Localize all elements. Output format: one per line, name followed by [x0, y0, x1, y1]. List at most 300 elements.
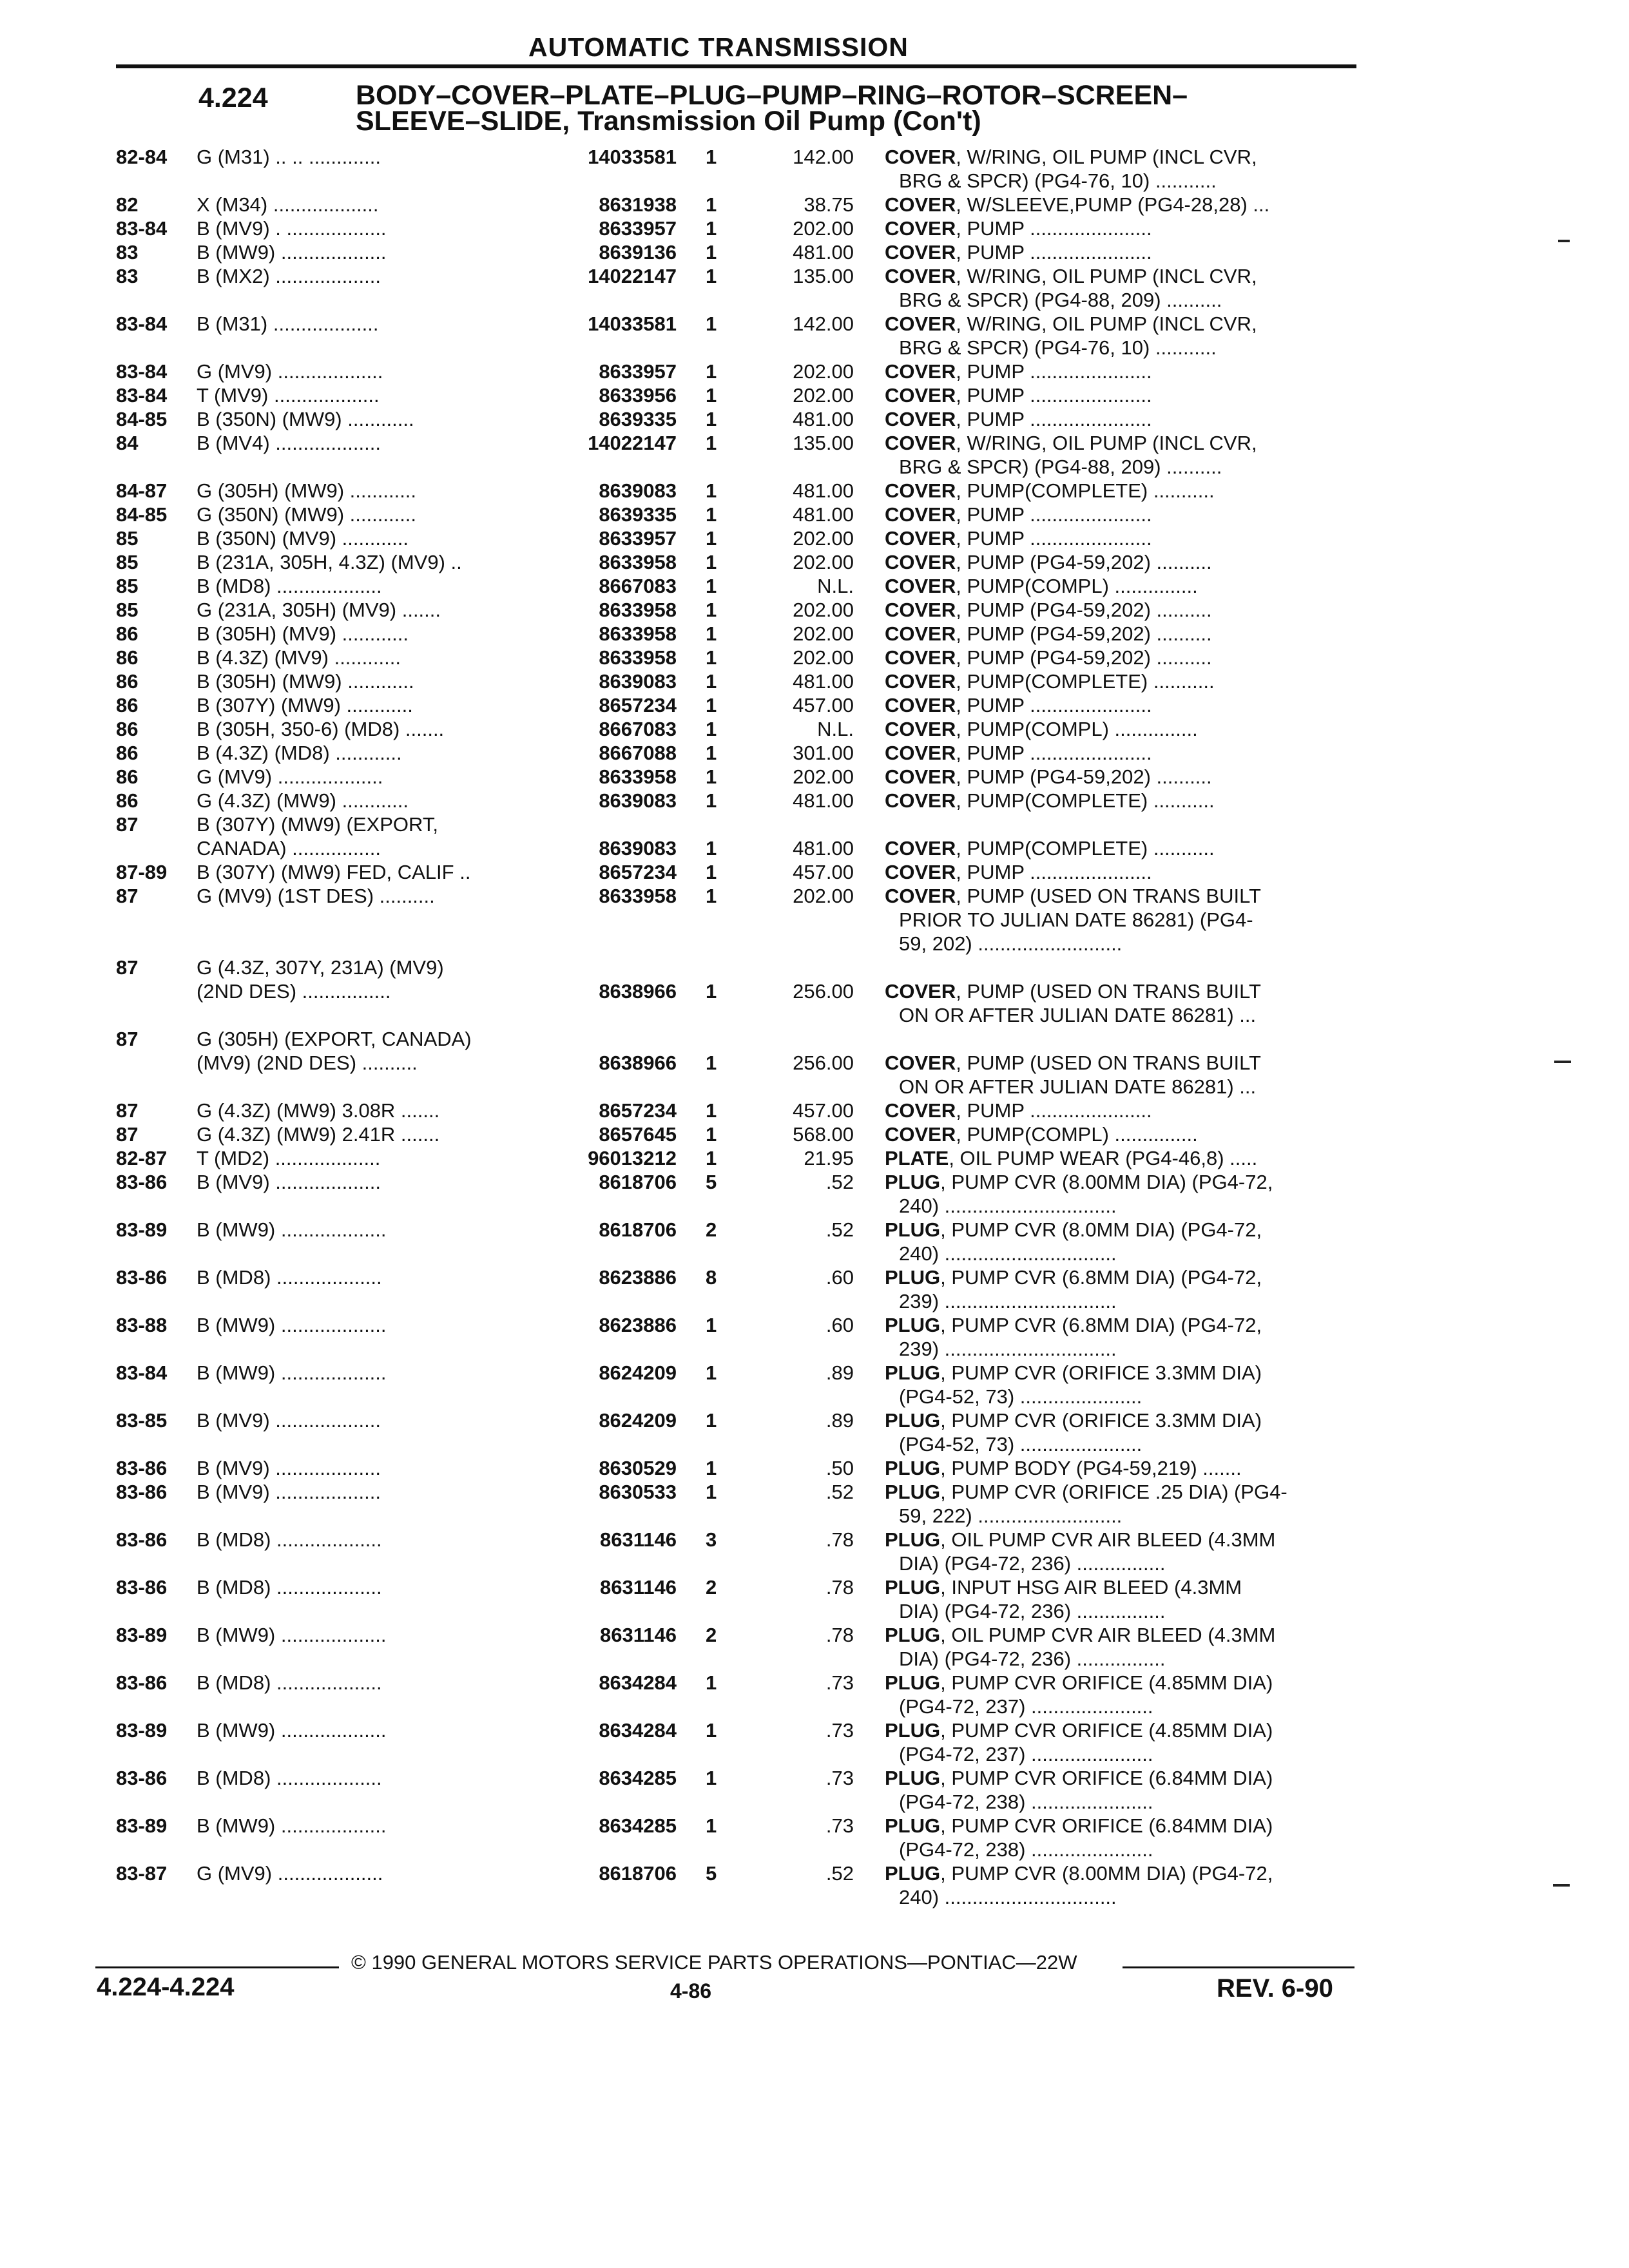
table-row	[0, 669, 1629, 693]
year-cell: 84	[116, 432, 139, 454]
price-cell: 202.00	[793, 765, 854, 788]
table-row	[0, 240, 1629, 264]
quantity-cell: 1	[706, 861, 717, 883]
price-cell: 481.00	[793, 670, 854, 693]
parts-table	[0, 145, 1629, 1909]
description-cell	[885, 789, 1362, 812]
description-line: PLUG, INPUT HSG AIR BLEED (4.3MM	[885, 1576, 1242, 1599]
part-number-cell: 8657234	[599, 1099, 677, 1122]
part-number-cell: 8657234	[599, 861, 677, 883]
quantity-cell: 1	[706, 622, 717, 645]
year-cell: 83-84	[116, 384, 168, 407]
model-cell: B (M31) ...................	[197, 312, 379, 335]
year-cell: 87	[116, 1099, 139, 1122]
description-cell	[885, 312, 1362, 360]
description-line: PLUG, PUMP CVR ORIFICE (6.84MM DIA)	[885, 1814, 1273, 1837]
table-row	[0, 1408, 1629, 1456]
year-cell: 86	[116, 670, 139, 693]
model-cell: X (M34) ...................	[197, 193, 379, 216]
year-cell: 85	[116, 551, 139, 573]
description-cell	[885, 717, 1362, 741]
part-number-cell: 8667083	[599, 718, 677, 740]
description-line: COVER, PUMP (PG4-59,202) ..........	[885, 551, 1212, 573]
description-line: PLUG, PUMP CVR (6.8MM DIA) (PG4-72,	[885, 1266, 1262, 1289]
price-cell: 481.00	[793, 408, 854, 430]
quantity-cell: 1	[706, 360, 717, 383]
price-cell: .78	[825, 1624, 854, 1646]
quantity-cell: 1	[706, 1814, 717, 1837]
model-cell: B (MV4) ...................	[197, 432, 381, 454]
part-number-cell: 8624209	[599, 1409, 677, 1432]
model-cell: B (MV9) ...................	[197, 1457, 381, 1479]
price-cell: 202.00	[793, 384, 854, 407]
description-line: COVER, PUMP (USED ON TRANS BUILT	[885, 980, 1261, 1003]
description-cell	[885, 574, 1362, 598]
part-number-cell: 14022147	[588, 432, 677, 454]
part-number-cell: 8624209	[599, 1361, 677, 1384]
year-cell: 83-86	[116, 1528, 168, 1551]
description-line: ON OR AFTER JULIAN DATE 86281) ...	[899, 1075, 1257, 1098]
description-cell	[885, 1766, 1362, 1814]
table-row	[0, 407, 1629, 431]
model-cell: B (MW9) ...................	[197, 1624, 387, 1646]
table-row	[0, 312, 1629, 360]
model-cell: B (MW9) ...................	[197, 1361, 387, 1384]
part-number-cell: 8633957	[599, 360, 677, 383]
part-number-cell: 8634284	[599, 1671, 677, 1694]
model-cell: B (350N) (MV9) ............	[197, 527, 409, 550]
price-cell: .52	[825, 1481, 854, 1503]
model-cell: G (4.3Z) (MW9) 3.08R .......	[197, 1099, 440, 1122]
description-line: COVER, PUMP(COMPLETE) ...........	[885, 789, 1215, 812]
quantity-cell: 1	[706, 1361, 717, 1384]
price-cell: .89	[825, 1361, 854, 1384]
model-cell: G (M31) .. .. .............	[197, 146, 381, 168]
model-cell: B (307Y) (MW9) FED, CALIF ..	[197, 861, 471, 883]
description-line: PLUG, PUMP CVR (6.8MM DIA) (PG4-72,	[885, 1314, 1262, 1336]
part-number-cell: 8630533	[599, 1481, 677, 1503]
year-cell: 87	[116, 885, 139, 907]
price-cell: .52	[825, 1171, 854, 1193]
description-cell	[885, 503, 1362, 526]
description-cell	[885, 646, 1362, 669]
description-line: PLUG, PUMP CVR (8.00MM DIA) (PG4-72,	[885, 1171, 1273, 1193]
description-cell	[885, 622, 1362, 646]
part-number-cell: 8639083	[599, 789, 677, 812]
table-row	[0, 1122, 1629, 1146]
table-row	[0, 1027, 1629, 1051]
description-cell	[885, 1861, 1362, 1909]
description-line: COVER, PUMP ......................	[885, 527, 1152, 550]
description-cell	[885, 1575, 1362, 1623]
model-cell: (MV9) (2ND DES) ..........	[197, 1052, 418, 1074]
description-cell	[885, 479, 1362, 503]
model-cell: B (MD8) ...................	[197, 1528, 382, 1551]
description-cell	[885, 1456, 1362, 1480]
model-cell: G (MV9) ...................	[197, 765, 383, 788]
year-cell: 84-87	[116, 479, 168, 502]
description-line: (PG4-72, 237) ......................	[899, 1743, 1153, 1765]
part-number-cell: 14022147	[588, 265, 677, 287]
description-line: COVER, PUMP(COMPLETE) ...........	[885, 479, 1215, 502]
year-cell: 83-84	[116, 312, 168, 335]
model-cell: G (4.3Z, 307Y, 231A) (MV9)	[197, 956, 444, 979]
model-cell: B (MV9) ...................	[197, 1481, 381, 1503]
quantity-cell: 1	[706, 599, 717, 621]
description-line: (PG4-72, 237) ......................	[899, 1695, 1153, 1718]
year-cell: 83-86	[116, 1576, 168, 1599]
header-rule	[116, 64, 1356, 68]
description-cell	[885, 598, 1362, 622]
description-line: PRIOR TO JULIAN DATE 86281) (PG4-	[899, 908, 1253, 931]
description-line: DIA) (PG4-72, 236) ................	[899, 1648, 1166, 1670]
description-cell	[885, 360, 1362, 383]
table-row	[0, 693, 1629, 717]
description-line: PLUG, PUMP CVR (8.00MM DIA) (PG4-72,	[885, 1862, 1273, 1885]
description-line: COVER, PUMP(COMPLETE) ...........	[885, 837, 1215, 860]
table-row	[0, 264, 1629, 312]
description-cell	[885, 526, 1362, 550]
part-number-cell: 8639335	[599, 503, 677, 526]
table-row	[0, 1623, 1629, 1671]
price-cell: 481.00	[793, 479, 854, 502]
description-line: ON OR AFTER JULIAN DATE 86281) ...	[899, 1004, 1257, 1026]
section-title-line-1: BODY–COVER–PLATE–PLUG–PUMP–RING–ROTOR–SCREEN–	[356, 80, 1188, 111]
model-cell: B (4.3Z) (MD8) ............	[197, 742, 402, 764]
model-cell: B (MV9) ...................	[197, 1171, 381, 1193]
price-cell: .52	[825, 1218, 854, 1241]
footer-revision: REV. 6-90	[1217, 1974, 1333, 2003]
description-line: COVER, PUMP ......................	[885, 384, 1152, 407]
model-cell: B (MW9) ...................	[197, 1314, 387, 1336]
description-cell	[885, 1122, 1362, 1146]
description-cell	[885, 1146, 1362, 1170]
price-cell: 481.00	[793, 789, 854, 812]
description-line: PLUG, OIL PUMP CVR AIR BLEED (4.3MM	[885, 1624, 1276, 1646]
model-cell: CANADA) ................	[197, 837, 381, 860]
description-cell	[885, 1265, 1362, 1313]
description-line: (PG4-72, 238) ......................	[899, 1791, 1153, 1813]
quantity-cell: 2	[706, 1576, 717, 1599]
table-row	[0, 765, 1629, 789]
year-cell: 83-86	[116, 1481, 168, 1503]
year-cell: 87	[116, 813, 139, 836]
margin-mark	[1553, 1884, 1570, 1887]
price-cell: 481.00	[793, 503, 854, 526]
year-cell: 83-86	[116, 1457, 168, 1479]
price-cell: 457.00	[793, 1099, 854, 1122]
quantity-cell: 1	[706, 432, 717, 454]
table-row	[0, 503, 1629, 526]
price-cell: N.L.	[817, 718, 854, 740]
table-row	[0, 550, 1629, 574]
table-row	[0, 1361, 1629, 1408]
year-cell: 87	[116, 956, 139, 979]
price-cell: .73	[825, 1719, 854, 1742]
description-line: DIA) (PG4-72, 236) ................	[899, 1600, 1166, 1622]
description-line: PLATE, OIL PUMP WEAR (PG4-46,8) .....	[885, 1147, 1258, 1169]
part-number-cell: 8633958	[599, 765, 677, 788]
part-number-cell: 8631146	[600, 1576, 677, 1599]
model-cell: B (MW9) ...................	[197, 241, 387, 264]
description-line: COVER, PUMP(COMPL) ...............	[885, 718, 1198, 740]
part-number-cell: 8633956	[599, 384, 677, 407]
model-cell: B (MV9) ...................	[197, 1409, 381, 1432]
model-cell: B (MV9) . ..................	[197, 217, 387, 240]
model-cell: G (4.3Z) (MW9) 2.41R .......	[197, 1123, 440, 1146]
description-line: COVER, PUMP ......................	[885, 742, 1152, 764]
description-cell	[885, 1718, 1362, 1766]
description-cell	[885, 407, 1362, 431]
part-number-cell: 8618706	[599, 1862, 677, 1885]
table-row	[0, 383, 1629, 407]
table-row	[0, 1718, 1629, 1766]
description-line: BRG & SPCR) (PG4-88, 209) ..........	[899, 456, 1222, 478]
part-number-cell: 8618706	[599, 1171, 677, 1193]
quantity-cell: 1	[706, 1147, 717, 1169]
description-line: COVER, PUMP (PG4-59,202) ..........	[885, 599, 1212, 621]
description-line: 239) ...............................	[899, 1290, 1117, 1312]
part-number-cell: 8633958	[599, 885, 677, 907]
footer-page-number: 4-86	[670, 1979, 712, 2003]
table-row	[0, 526, 1629, 550]
part-number-cell: 8630529	[599, 1457, 677, 1479]
model-cell: (2ND DES) ................	[197, 980, 391, 1003]
part-number-cell: 8633958	[599, 551, 677, 573]
year-cell: 87-89	[116, 861, 168, 883]
table-row	[0, 1671, 1629, 1718]
year-cell: 82-84	[116, 146, 168, 168]
price-cell: 135.00	[793, 432, 854, 454]
table-row	[0, 145, 1629, 193]
year-cell: 83-84	[116, 360, 168, 383]
price-cell: 457.00	[793, 694, 854, 716]
part-number-cell: 8634285	[599, 1814, 677, 1837]
table-row	[0, 216, 1629, 240]
table-row	[0, 574, 1629, 598]
price-cell: 142.00	[793, 146, 854, 168]
quantity-cell: 1	[706, 193, 717, 216]
quantity-cell: 1	[706, 646, 717, 669]
price-cell: 457.00	[793, 861, 854, 883]
description-line: DIA) (PG4-72, 236) ................	[899, 1552, 1166, 1575]
description-line: 240) ...............................	[899, 1195, 1117, 1217]
table-row	[0, 431, 1629, 479]
description-line: BRG & SPCR) (PG4-76, 10) ...........	[899, 336, 1217, 359]
description-cell	[885, 1361, 1362, 1408]
description-cell	[885, 431, 1362, 479]
year-cell: 83-87	[116, 1862, 168, 1885]
year-cell: 87	[116, 1123, 139, 1146]
price-cell: 21.95	[804, 1147, 854, 1169]
table-row	[0, 622, 1629, 646]
description-cell	[885, 1218, 1362, 1265]
margin-mark	[1554, 1061, 1571, 1063]
description-cell	[885, 836, 1362, 860]
model-cell: G (305H) (EXPORT, CANADA)	[197, 1028, 472, 1050]
part-number-cell: 8639083	[599, 479, 677, 502]
part-number-cell: 8657234	[599, 694, 677, 716]
quantity-cell: 1	[706, 694, 717, 716]
part-number-cell: 8631146	[600, 1528, 677, 1551]
model-cell: B (MD8) ...................	[197, 575, 382, 597]
quantity-cell: 1	[706, 837, 717, 860]
description-line: COVER, W/RING, OIL PUMP (INCL CVR,	[885, 265, 1257, 287]
table-row	[0, 1146, 1629, 1170]
quantity-cell: 1	[706, 1671, 717, 1694]
page-title: AUTOMATIC TRANSMISSION	[528, 32, 909, 62]
part-number-cell: 8634284	[599, 1719, 677, 1742]
price-cell: 135.00	[793, 265, 854, 287]
part-number-cell: 14033581	[588, 312, 677, 335]
model-cell: G (231A, 305H) (MV9) .......	[197, 599, 441, 621]
description-cell	[885, 765, 1362, 789]
price-cell: 568.00	[793, 1123, 854, 1146]
quantity-cell: 1	[706, 718, 717, 740]
description-line: COVER, PUMP (USED ON TRANS BUILT	[885, 1052, 1261, 1074]
table-row	[0, 1528, 1629, 1575]
description-line: COVER, PUMP(COMPL) ...............	[885, 1123, 1198, 1146]
part-number-cell: 8623886	[599, 1266, 677, 1289]
description-line: PLUG, PUMP CVR (ORIFICE 3.3MM DIA)	[885, 1409, 1262, 1432]
description-cell	[885, 1051, 1362, 1099]
footer-copyright: © 1990 GENERAL MOTORS SERVICE PARTS OPERATIONS—PONTIAC—22W	[351, 1951, 1077, 1974]
model-cell: B (MD8) ...................	[197, 1576, 382, 1599]
year-cell: 84-85	[116, 503, 168, 526]
footer-rule-right	[1123, 1966, 1354, 1968]
table-row	[0, 717, 1629, 741]
quantity-cell: 1	[706, 479, 717, 502]
description-line: PLUG, PUMP CVR (ORIFICE .25 DIA) (PG4-	[885, 1481, 1287, 1503]
quantity-cell: 1	[706, 384, 717, 407]
table-row	[0, 646, 1629, 669]
description-line: COVER, PUMP(COMPLETE) ...........	[885, 670, 1215, 693]
quantity-cell: 1	[706, 503, 717, 526]
year-cell: 83-84	[116, 1361, 168, 1384]
quantity-cell: 1	[706, 1052, 717, 1074]
description-line: PLUG, PUMP CVR ORIFICE (4.85MM DIA)	[885, 1671, 1273, 1694]
quantity-cell: 1	[706, 1457, 717, 1479]
model-cell: B (MW9) ...................	[197, 1814, 387, 1837]
model-cell: B (231A, 305H, 4.3Z) (MV9) ..	[197, 551, 462, 573]
part-number-cell: 8638966	[599, 1052, 677, 1074]
model-cell: B (305H) (MW9) ............	[197, 670, 414, 693]
price-cell: 202.00	[793, 622, 854, 645]
margin-mark	[1558, 240, 1570, 242]
description-line: COVER, PUMP (PG4-59,202) ..........	[885, 622, 1212, 645]
year-cell: 87	[116, 1028, 139, 1050]
description-cell	[885, 264, 1362, 312]
table-row	[0, 1265, 1629, 1313]
table-row	[0, 1480, 1629, 1528]
price-cell: .60	[825, 1314, 854, 1336]
quantity-cell: 1	[706, 312, 717, 335]
model-cell: T (MV9) ...................	[197, 384, 380, 407]
model-cell: B (305H, 350-6) (MD8) .......	[197, 718, 445, 740]
model-cell: B (MX2) ...................	[197, 265, 381, 287]
description-cell	[885, 1480, 1362, 1528]
description-line: 239) ...............................	[899, 1338, 1117, 1360]
year-cell: 83-86	[116, 1671, 168, 1694]
description-cell	[885, 1528, 1362, 1575]
table-row	[0, 1051, 1629, 1099]
table-row	[0, 193, 1629, 216]
price-cell: 301.00	[793, 742, 854, 764]
description-cell	[885, 145, 1362, 193]
description-cell	[885, 1170, 1362, 1218]
description-line: 59, 222) ..........................	[899, 1504, 1123, 1527]
price-cell: 256.00	[793, 980, 854, 1003]
quantity-cell: 3	[706, 1528, 717, 1551]
part-number-cell: 8633957	[599, 527, 677, 550]
description-line: PLUG, PUMP CVR ORIFICE (6.84MM DIA)	[885, 1767, 1273, 1789]
part-number-cell: 8633958	[599, 646, 677, 669]
year-cell: 86	[116, 742, 139, 764]
description-line: COVER, PUMP ......................	[885, 694, 1152, 716]
year-cell: 83-86	[116, 1767, 168, 1789]
description-line: COVER, W/RING, OIL PUMP (INCL CVR,	[885, 432, 1257, 454]
quantity-cell: 1	[706, 742, 717, 764]
model-cell: B (307Y) (MW9) (EXPORT,	[197, 813, 438, 836]
part-number-cell: 8639335	[599, 408, 677, 430]
model-cell: G (305H) (MW9) ............	[197, 479, 417, 502]
description-cell	[885, 216, 1362, 240]
table-row	[0, 812, 1629, 836]
year-cell: 86	[116, 765, 139, 788]
description-line: (PG4-52, 73) ......................	[899, 1433, 1142, 1456]
year-cell: 82-87	[116, 1147, 168, 1169]
part-number-cell: 8639083	[599, 837, 677, 860]
description-cell	[885, 860, 1362, 884]
year-cell: 83-89	[116, 1218, 168, 1241]
part-number-cell: 8639136	[599, 241, 677, 264]
year-cell: 86	[116, 622, 139, 645]
quantity-cell: 2	[706, 1218, 717, 1241]
year-cell: 83-85	[116, 1409, 168, 1432]
model-cell: B (MD8) ...................	[197, 1767, 382, 1789]
price-cell: 38.75	[804, 193, 854, 216]
part-number-cell: 8667088	[599, 742, 677, 764]
price-cell: .78	[825, 1528, 854, 1551]
price-cell: 142.00	[793, 312, 854, 335]
quantity-cell: 1	[706, 670, 717, 693]
description-line: PLUG, PUMP BODY (PG4-59,219) .......	[885, 1457, 1242, 1479]
price-cell: .60	[825, 1266, 854, 1289]
year-cell: 83-84	[116, 217, 168, 240]
description-cell	[885, 884, 1362, 956]
model-cell: G (MV9) (1ST DES) ..........	[197, 885, 435, 907]
price-cell: .73	[825, 1767, 854, 1789]
description-cell	[885, 1408, 1362, 1456]
year-cell: 83	[116, 265, 139, 287]
year-cell: 86	[116, 694, 139, 716]
table-row	[0, 1170, 1629, 1218]
description-line: BRG & SPCR) (PG4-88, 209) ..........	[899, 289, 1222, 311]
part-number-cell: 8634285	[599, 1767, 677, 1789]
model-cell: G (MV9) ...................	[197, 1862, 383, 1885]
part-number-cell: 8639083	[599, 670, 677, 693]
part-number-cell: 14033581	[588, 146, 677, 168]
model-cell: T (MD2) ...................	[197, 1147, 381, 1169]
description-line: (PG4-72, 238) ......................	[899, 1838, 1153, 1861]
description-line: COVER, PUMP(COMPL) ...............	[885, 575, 1198, 597]
quantity-cell: 1	[706, 1719, 717, 1742]
price-cell: .78	[825, 1576, 854, 1599]
part-number-cell: 8633958	[599, 599, 677, 621]
footer-rule-left	[95, 1966, 339, 1968]
table-row	[0, 1313, 1629, 1361]
description-line: PLUG, OIL PUMP CVR AIR BLEED (4.3MM	[885, 1528, 1276, 1551]
